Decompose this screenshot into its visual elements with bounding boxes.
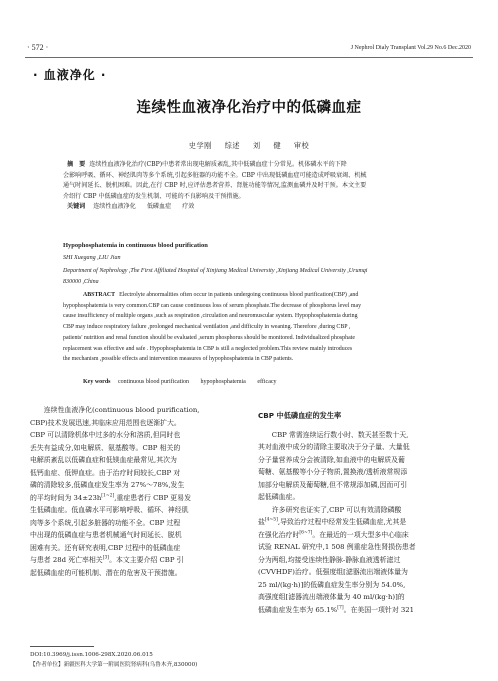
- en-abstract-line: hypophosphatemia is very common.CBP can cause continuous loss of serum phosphate.The decrease of phosphorus level may: [63, 302, 362, 309]
- citation: [7]: [337, 605, 344, 611]
- section-heading: CBP 中低磷血症的发生率: [258, 411, 342, 420]
- body-line: 丢失有益成分,如电解质、氨基酸等。CBP 相关的: [30, 443, 181, 452]
- affiliation-line: 830000 ,China: [63, 278, 99, 285]
- affiliation-line: Department of Nephrology ,The First Affiliated Hospital of Xinjiang Medical University ,Xinjiang Medical University ,Urumqi: [63, 268, 368, 274]
- right-column-body: [258, 410, 470, 616]
- cn-keyword: 低磷血症: [146, 203, 172, 211]
- body-line: 分子量营养成分会被清除,如血液中的电解质及葡: [258, 455, 405, 464]
- body-line: [258, 516, 470, 529]
- body-text: 。本文主要介绍 CBP 引: [109, 556, 184, 564]
- role-review: 综述: [224, 141, 241, 150]
- cn-abstract-line: 介绍行 CBP 中低磷血症的发生机制、可能的不良影响及干预措施。: [63, 192, 245, 200]
- citation: [6~7]: [299, 530, 313, 536]
- body-text: 与患者 28d 死亡率相关: [30, 556, 103, 564]
- body-line: 电解质紊乱以低磷血症和低镁血症最常见,其次为: [30, 456, 177, 464]
- column-heading: · 血液净化 ·: [33, 68, 107, 82]
- body-line: CBP 常需连续运行数小时、数天甚至数十天,: [271, 430, 409, 439]
- body-line: [30, 492, 242, 505]
- body-text: 的平均时间为 34±23h: [30, 493, 102, 502]
- role-revise: 审校: [293, 141, 310, 150]
- cn-keyword: 疗效: [182, 203, 195, 211]
- body-text: 低磷血症发生率为 65.1%: [258, 605, 338, 614]
- en-abstract-line: patients' nutrition and renal function should be evaluated ,serum phosphorus should be monitored. Individualized phosphate: [63, 334, 355, 341]
- citation: [1~2]: [101, 493, 115, 499]
- body-line: 分为两组,均接受连续性静脉-静脉血液透析滤过: [258, 555, 401, 564]
- body-line: 肉等多个系统,引起多脏器的功能不全。CBP 过程: [30, 518, 181, 527]
- body-line: [30, 554, 242, 567]
- en-abstract-text: Electrolyte abnormalities often occur in patients undergoing continuous blood purification(CBP) ,and: [119, 292, 359, 298]
- citation: [3]: [102, 555, 110, 561]
- author-1: 史学刚: [188, 141, 212, 150]
- en-abstract-label: ABSTRACT: [83, 292, 116, 298]
- en-abstract-line: [63, 290, 437, 301]
- body-line: CBP)技术发展迅速,其临床应用范围也逐渐扩大。: [30, 418, 181, 427]
- cn-abstract-label: 摘 要: [67, 161, 86, 168]
- body-line: [258, 604, 470, 617]
- body-line: 起低磷血症的可能机制、潜在的危害及干预措施。: [30, 568, 182, 577]
- en-keyword: continuous blood purification: [118, 379, 189, 385]
- body-text: 。在最近的一项大型多中心临床: [312, 530, 409, 539]
- body-line: 试验 RENAL 研究中,1 508 例重症急性肾损伤患者: [258, 543, 416, 551]
- affiliation-footnote: [30, 661, 242, 670]
- english-authors: SHI Xuegang ,LIU Jian: [63, 255, 121, 261]
- header-rule: [25, 57, 473, 58]
- cn-abstract-line: [67, 160, 431, 171]
- body-line: 低钙血症、低钾血症。由于治疗时间较长,CBP 对: [30, 468, 181, 477]
- cn-abstract-text: 连续性血液净化治疗(CBP)中患者常出现电解质紊乱,其中低磷血症十分常见。机体磷水平的下降: [89, 161, 347, 168]
- en-abstract-line: replacement was effective and safe . Hypophosphatemia in CBP is still a neglected problem.This review mainly introduces: [63, 345, 353, 352]
- en-keywords-label: Key words: [83, 379, 111, 385]
- author-line: [0, 141, 498, 151]
- en-abstract-line: CBP may induce respiratory failure ,prolonged mechanical ventilation ,and difficulty in weaning. Therefore ,during CBP ,: [63, 324, 351, 331]
- en-abstract-line: the mechanism ,possible effects and intervention measures of hypophosphatemia in CBP patients.: [63, 356, 294, 363]
- left-column-body: [30, 404, 242, 579]
- body-line: 中出现的低磷血症与患者机械通气时间延长、脱机: [30, 531, 182, 539]
- english-affiliation: [63, 266, 437, 287]
- journal-reference: J Nephrol Dialy Transplant Vol.29 No.6 Dec.2020: [350, 45, 471, 51]
- body-line: 其对血液中成分的清除主要取决于分子量、大量低: [258, 443, 410, 451]
- body-line: 高强度组[滤器流出端液体量为 40 ml/(kg·h)]的: [258, 593, 405, 601]
- body-line: 萄糖、氨基酸等小分子物质,置换液/透析液常规添: [258, 468, 408, 476]
- body-text: 。在美国一项针对 321: [343, 605, 415, 614]
- body-line: [258, 529, 470, 542]
- article-title: 连续性血液净化治疗中的低磷血症: [136, 100, 362, 116]
- body-line: 磷的清除较多,低磷血症发生率为 27%～78%,发生: [30, 481, 185, 489]
- cn-abstract: [63, 160, 431, 213]
- body-text: ,重症患者行 CBP 更易发: [114, 493, 191, 502]
- body-line: 许多研究也证实了,CBP 可以有效清除磷酸: [271, 505, 402, 514]
- en-abstract-line: cause insufficiency of multiple organs ,such as respiration ,circulation and neuromuscular system. Hypophosphatemia during: [63, 313, 358, 320]
- body-line: 起低磷血症。: [258, 493, 300, 501]
- en-keyword: efficacy: [257, 379, 277, 385]
- affiliation-text: 新疆医科大学第一附属医院肾病科(乌鲁木齐,830000): [63, 662, 198, 668]
- doi-footnote: DOI:10.3969/j.issn.1006-298X.2020.06.015: [30, 652, 153, 658]
- footnote-rule: [30, 646, 94, 647]
- cn-abstract-line: 通气时间延长、脱机困难。因此,在行 CBP 时,应评估患者营养、肾脏功能等情况,监测血磷并及时干预。本文主要: [63, 182, 367, 190]
- english-keywords: [83, 379, 287, 385]
- en-keyword: hypophosphatemia: [200, 379, 246, 385]
- affiliation-label: 【作者单位】: [30, 662, 64, 668]
- cn-keywords-label: 关键词: [67, 203, 86, 211]
- english-title: Hypophosphatemia in continuous blood purification: [63, 242, 208, 249]
- body-text: 在强化治疗时: [258, 530, 300, 539]
- page-number: · 572 ·: [27, 43, 49, 52]
- body-line: 连续性血液净化(continuous blood purification,: [43, 406, 200, 414]
- body-line: CBP 可以清除机体中过多的水分和溶质,但同时也: [30, 431, 181, 439]
- body-line: 生低磷血症。低血磷水平可影响呼吸、循环、神经肌: [30, 506, 189, 514]
- cn-keywords: [67, 202, 431, 213]
- body-line: 加部分电解质及葡萄糖,但不常规添加磷,因而可引: [258, 480, 408, 489]
- body-text: ,导致治疗过程中经常发生低磷血症,尤其是: [277, 518, 407, 526]
- body-line: 困难有关。还有研究表明,CBP 过程中的低磷血症: [30, 543, 181, 552]
- cn-keyword: 连续性血液净化: [93, 203, 136, 211]
- body-line: (CVVHDF)治疗。低强度组[滤器流出端液体量为: [258, 568, 408, 576]
- body-text: 盐: [258, 518, 265, 526]
- citation: [4~5]: [264, 517, 278, 523]
- english-abstract: [63, 290, 437, 365]
- cn-abstract-line: 会影响呼吸、循环、神经肌肉等多个系统,引起多脏器的功能不全。CBP 中出现低磷血症可能造成呼吸衰竭、机械: [63, 171, 367, 179]
- body-line: 25 ml/(kg·h)]的低磷血症发生率分别为 54.0%,: [258, 580, 406, 589]
- author-2-surname: 刘: [252, 141, 261, 150]
- author-2-given: 健: [273, 141, 282, 150]
